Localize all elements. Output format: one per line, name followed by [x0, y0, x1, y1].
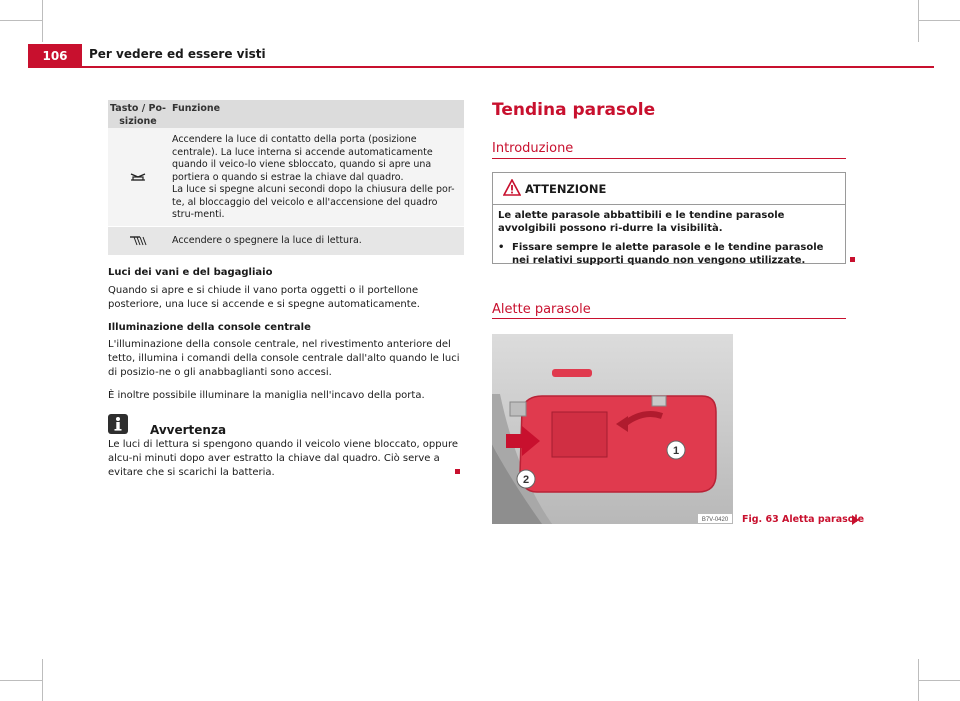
warning-text: Le alette parasole abbattibili e le tendine parasole avvolgibili possono ri-durre la visibilità. [498, 210, 785, 234]
photo-code: B7V-0420 [701, 517, 729, 523]
crop-mark [918, 20, 960, 21]
warning-bullet: Fissare sempre le alette parasole e le tendine parasole nei relativi supporti quando non vengono utilizzate. [512, 242, 824, 266]
sun-visor-illustration [492, 334, 733, 524]
note-text: Le luci di lettura si spengono quando il veicolo viene bloccato, oppure alcu-ni minuti dopo aver estratto la chiave dal quadro. Ciò serve a evitare che si scarichi la batteria. [108, 439, 458, 478]
photo-label-2: 2 [522, 474, 530, 486]
function-table [108, 100, 464, 256]
section-end-marker [850, 257, 855, 262]
table-header [108, 100, 464, 128]
section-text-compartments: Quando si apre e si chiude il vano porta oggetti o il portellone posteriore, una luce si accende e si spegne automaticamente. [108, 285, 420, 310]
continue-arrow-icon [852, 515, 859, 525]
section-end-marker [455, 469, 460, 474]
crop-mark [918, 0, 919, 42]
page-number: 106 [28, 44, 82, 68]
table-cell-function: Accendere o spegnere la luce di lettura. [172, 235, 362, 246]
crop-mark [42, 659, 43, 701]
table-row [108, 227, 464, 256]
crop-mark [918, 680, 960, 681]
section-title: Tendina parasole [492, 100, 656, 120]
figure-caption: Fig. 63 Aletta parasole [742, 514, 865, 525]
table-header-key: Tasto / Po- sizione [110, 103, 166, 127]
crop-mark [42, 0, 43, 42]
table-header-function: Funzione [172, 103, 221, 114]
table-row [108, 128, 464, 227]
header-rule [28, 66, 934, 68]
subsection-rule [492, 158, 846, 159]
info-note-icon [108, 414, 128, 434]
warning-box [492, 172, 846, 264]
section-title-compartments: Luci dei vani e del bagagliaio [108, 267, 273, 278]
warning-triangle-icon [503, 179, 521, 196]
section-text-console: L'illuminazione della console centrale, nel rivestimento anteriore del tetto, illumina i comandi della console centrale dall'alto quando le luci di posizio-ne o gli anabbaglianti sono accesi. [108, 339, 460, 378]
subsection-title-visors: Alette parasole [492, 302, 591, 317]
photo-label-1: 1 [672, 445, 680, 457]
table-cell-function: Accendere la luce di contatto della porta (posizione centrale). La luce interna si accende automaticamente quando il veico-lo viene sbloccato, quando si apre una portiera o quando si estrae la chiave dal quadro. La luce si spegne alcuni secondi dopo la chiusura delle por-te, al bloccaggio del veicolo e all'accensione del quadro stru-menti. [172, 134, 455, 220]
note-title: Avvertenza [150, 423, 227, 437]
reading-light-icon [128, 235, 148, 247]
bullet-icon: • [498, 242, 505, 253]
section-title-console: Illuminazione della console centrale [108, 322, 311, 333]
door-contact-light-icon [130, 172, 146, 182]
crop-mark [0, 680, 42, 681]
subsection-title-intro: Introduzione [492, 141, 574, 156]
section-text-door-handle: È inoltre possibile illuminare la maniglia nell'incavo della porta. [108, 390, 425, 401]
warning-title: ATTENZIONE [525, 182, 607, 196]
running-title: Per vedere ed essere visti [89, 47, 266, 61]
subsection-rule [492, 318, 846, 319]
sun-visor-photo [492, 334, 733, 524]
crop-mark [0, 20, 42, 21]
